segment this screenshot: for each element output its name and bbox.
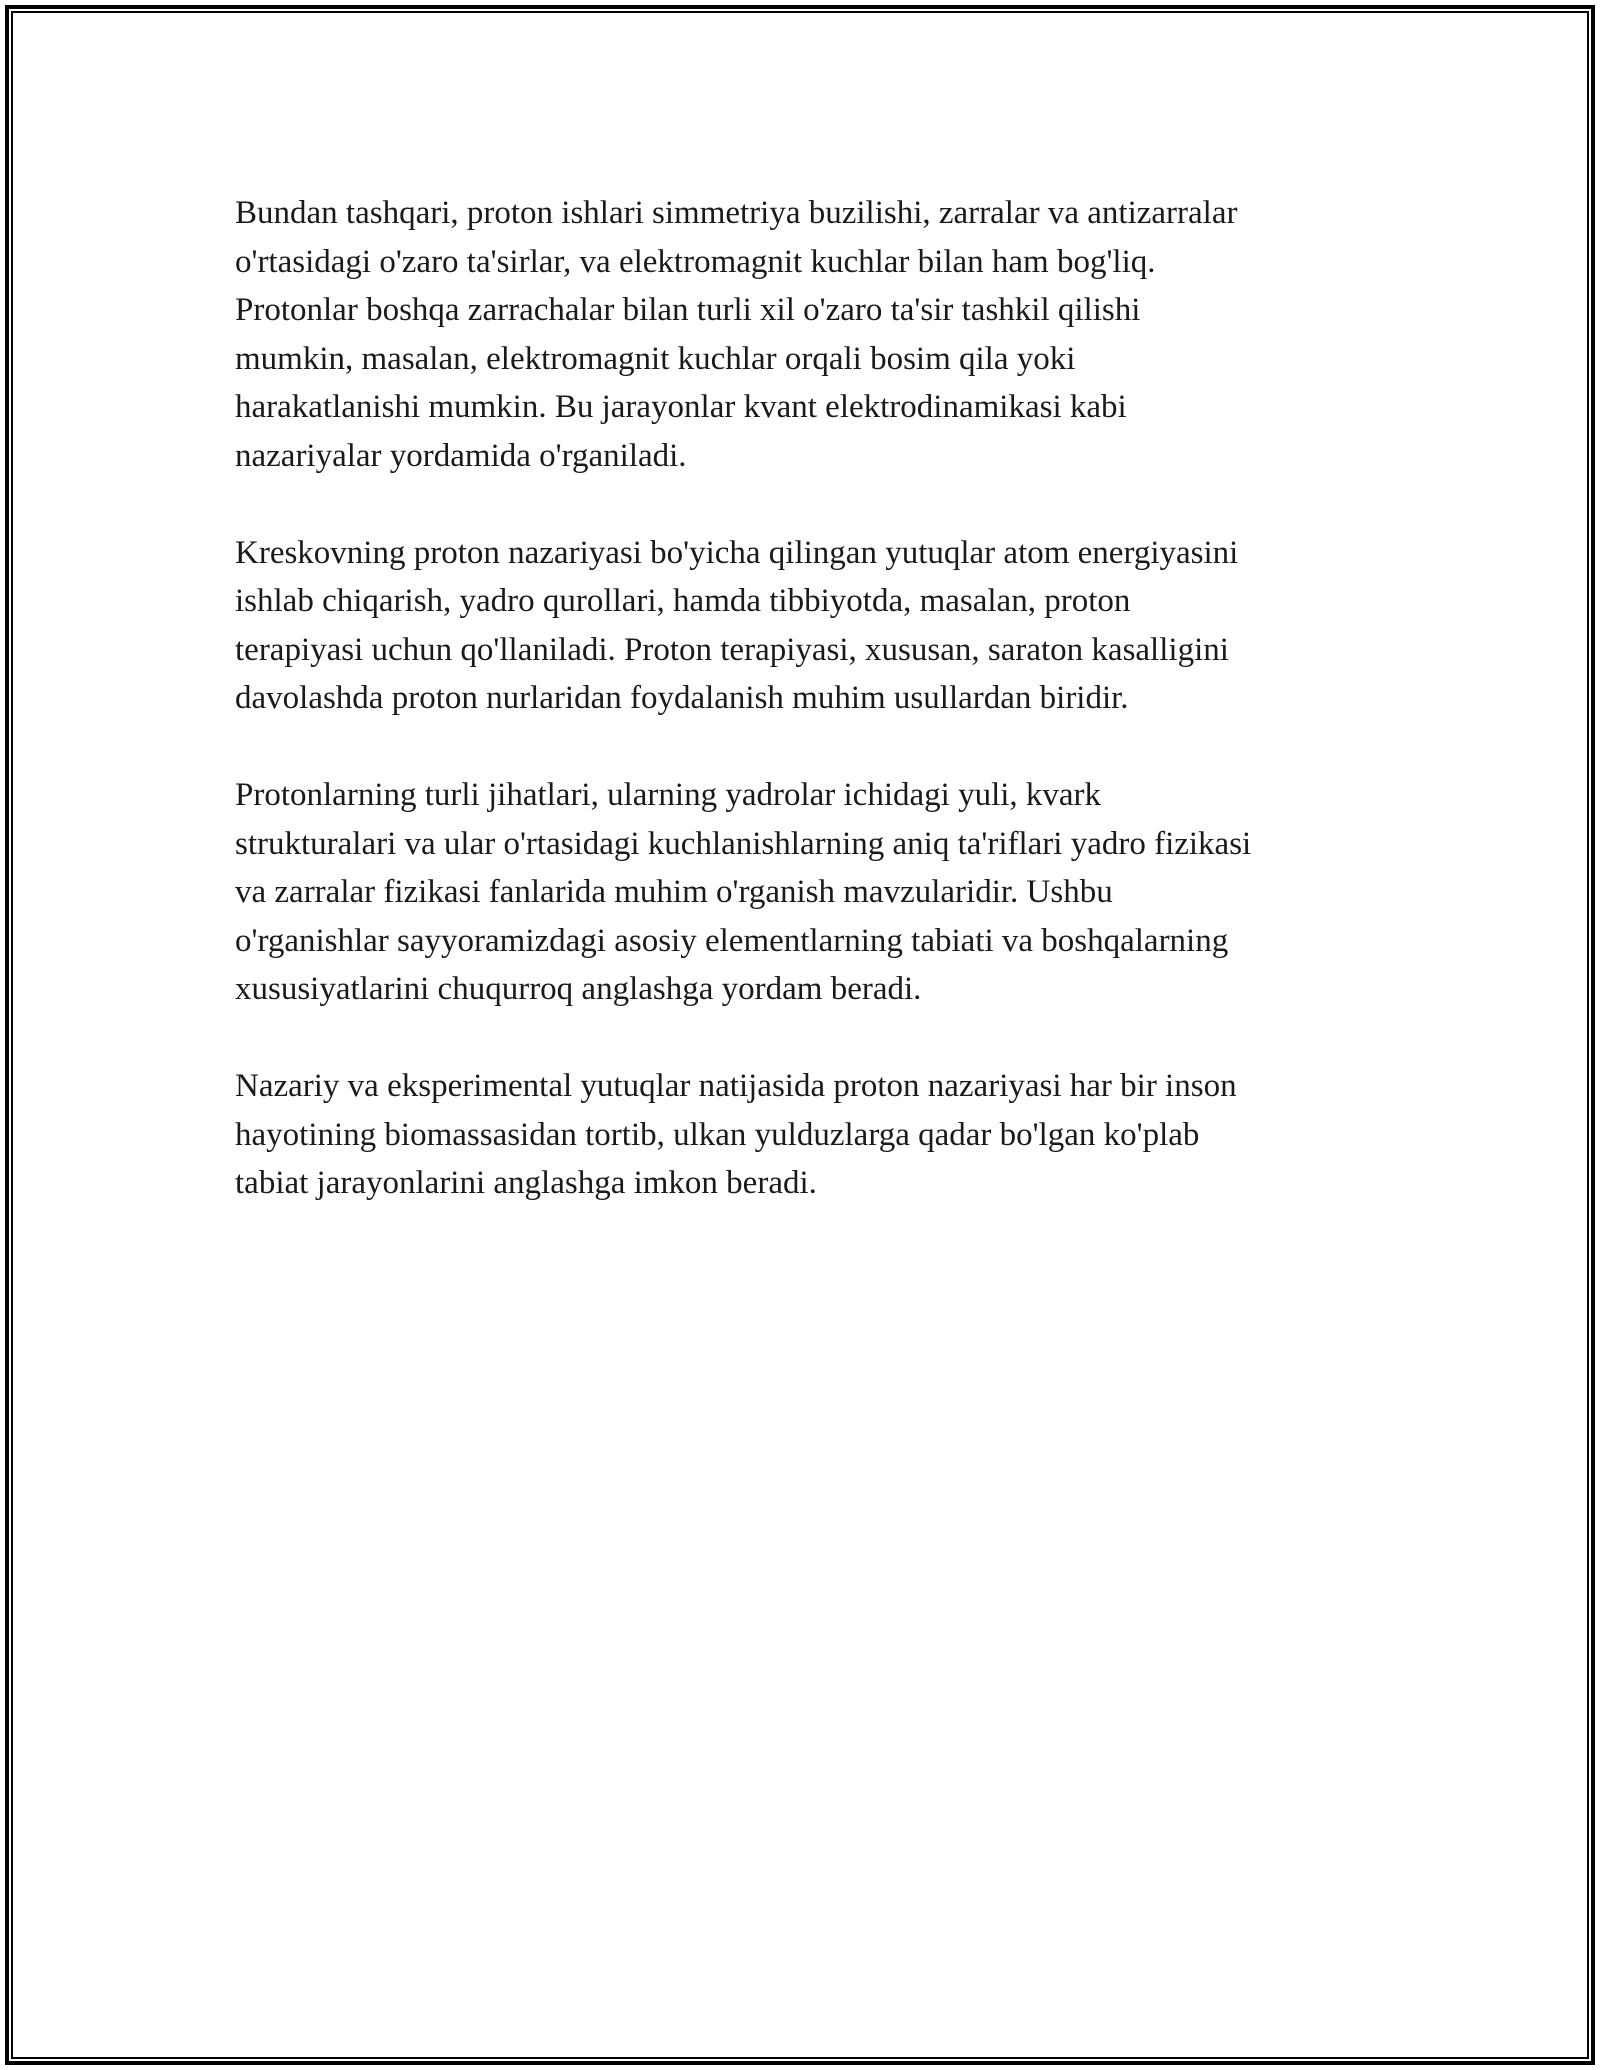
paragraph-2: Kreskovning proton nazariyasi bo'yicha qilingan yutuqlar atom energiyasini ishlab chiqarish, yadro qurollari, hamda tibbiyotda, masalan, proton terapiyasi uchun qo'llaniladi. Proton terapiyasi, xususan, saraton kasalligini davolashda proton nurlaridan foydalanish muhim usullardan biridir. (235, 534, 1239, 716)
paragraph-3: Protonlarning turli jihatlari, ularning yadrolar ichidagi yuli, kvark strukturalari va ular o'rtasidagi kuchlanishlarning aniq ta'riflari yadro fizikasi va zarralar fizikasi fanlarida muhim o'rganish mavzularidir. Ushbu o'rganishlar sayyoramizdagi asosiy elementlarning tabiati va boshqalarning xususiyatlarini chuqurroq anglashga yordam beradi. (235, 777, 1252, 1007)
document-body (235, 189, 1375, 1256)
paragraph-4: Nazariy va eksperimental yutuqlar natijasida proton nazariyasi har bir inson hayotining biomassasidan tortib, ulkan yulduzlarga qadar bo'lgan ko'plab tabiat jarayonlarini anglashga imkon beradi. (235, 1068, 1237, 1201)
paragraph-1: Bundan tashqari, proton ishlari simmetriya buzilishi, zarralar va antizarralar o'rtasidagi o'zaro ta'sirlar, va elektromagnit kuchlar bilan ham bog'liq. Protonlar boshqa zarrachalar bilan turli xil o'zaro ta'sir tashkil qilishi mumkin, masalan, elektromagnit kuchlar orqali bosim qila yoki harakatlanishi mumkin. Bu jarayonlar kvant elektrodinamikasi kabi nazariyalar yordamida o'rganiladi. (235, 195, 1238, 474)
